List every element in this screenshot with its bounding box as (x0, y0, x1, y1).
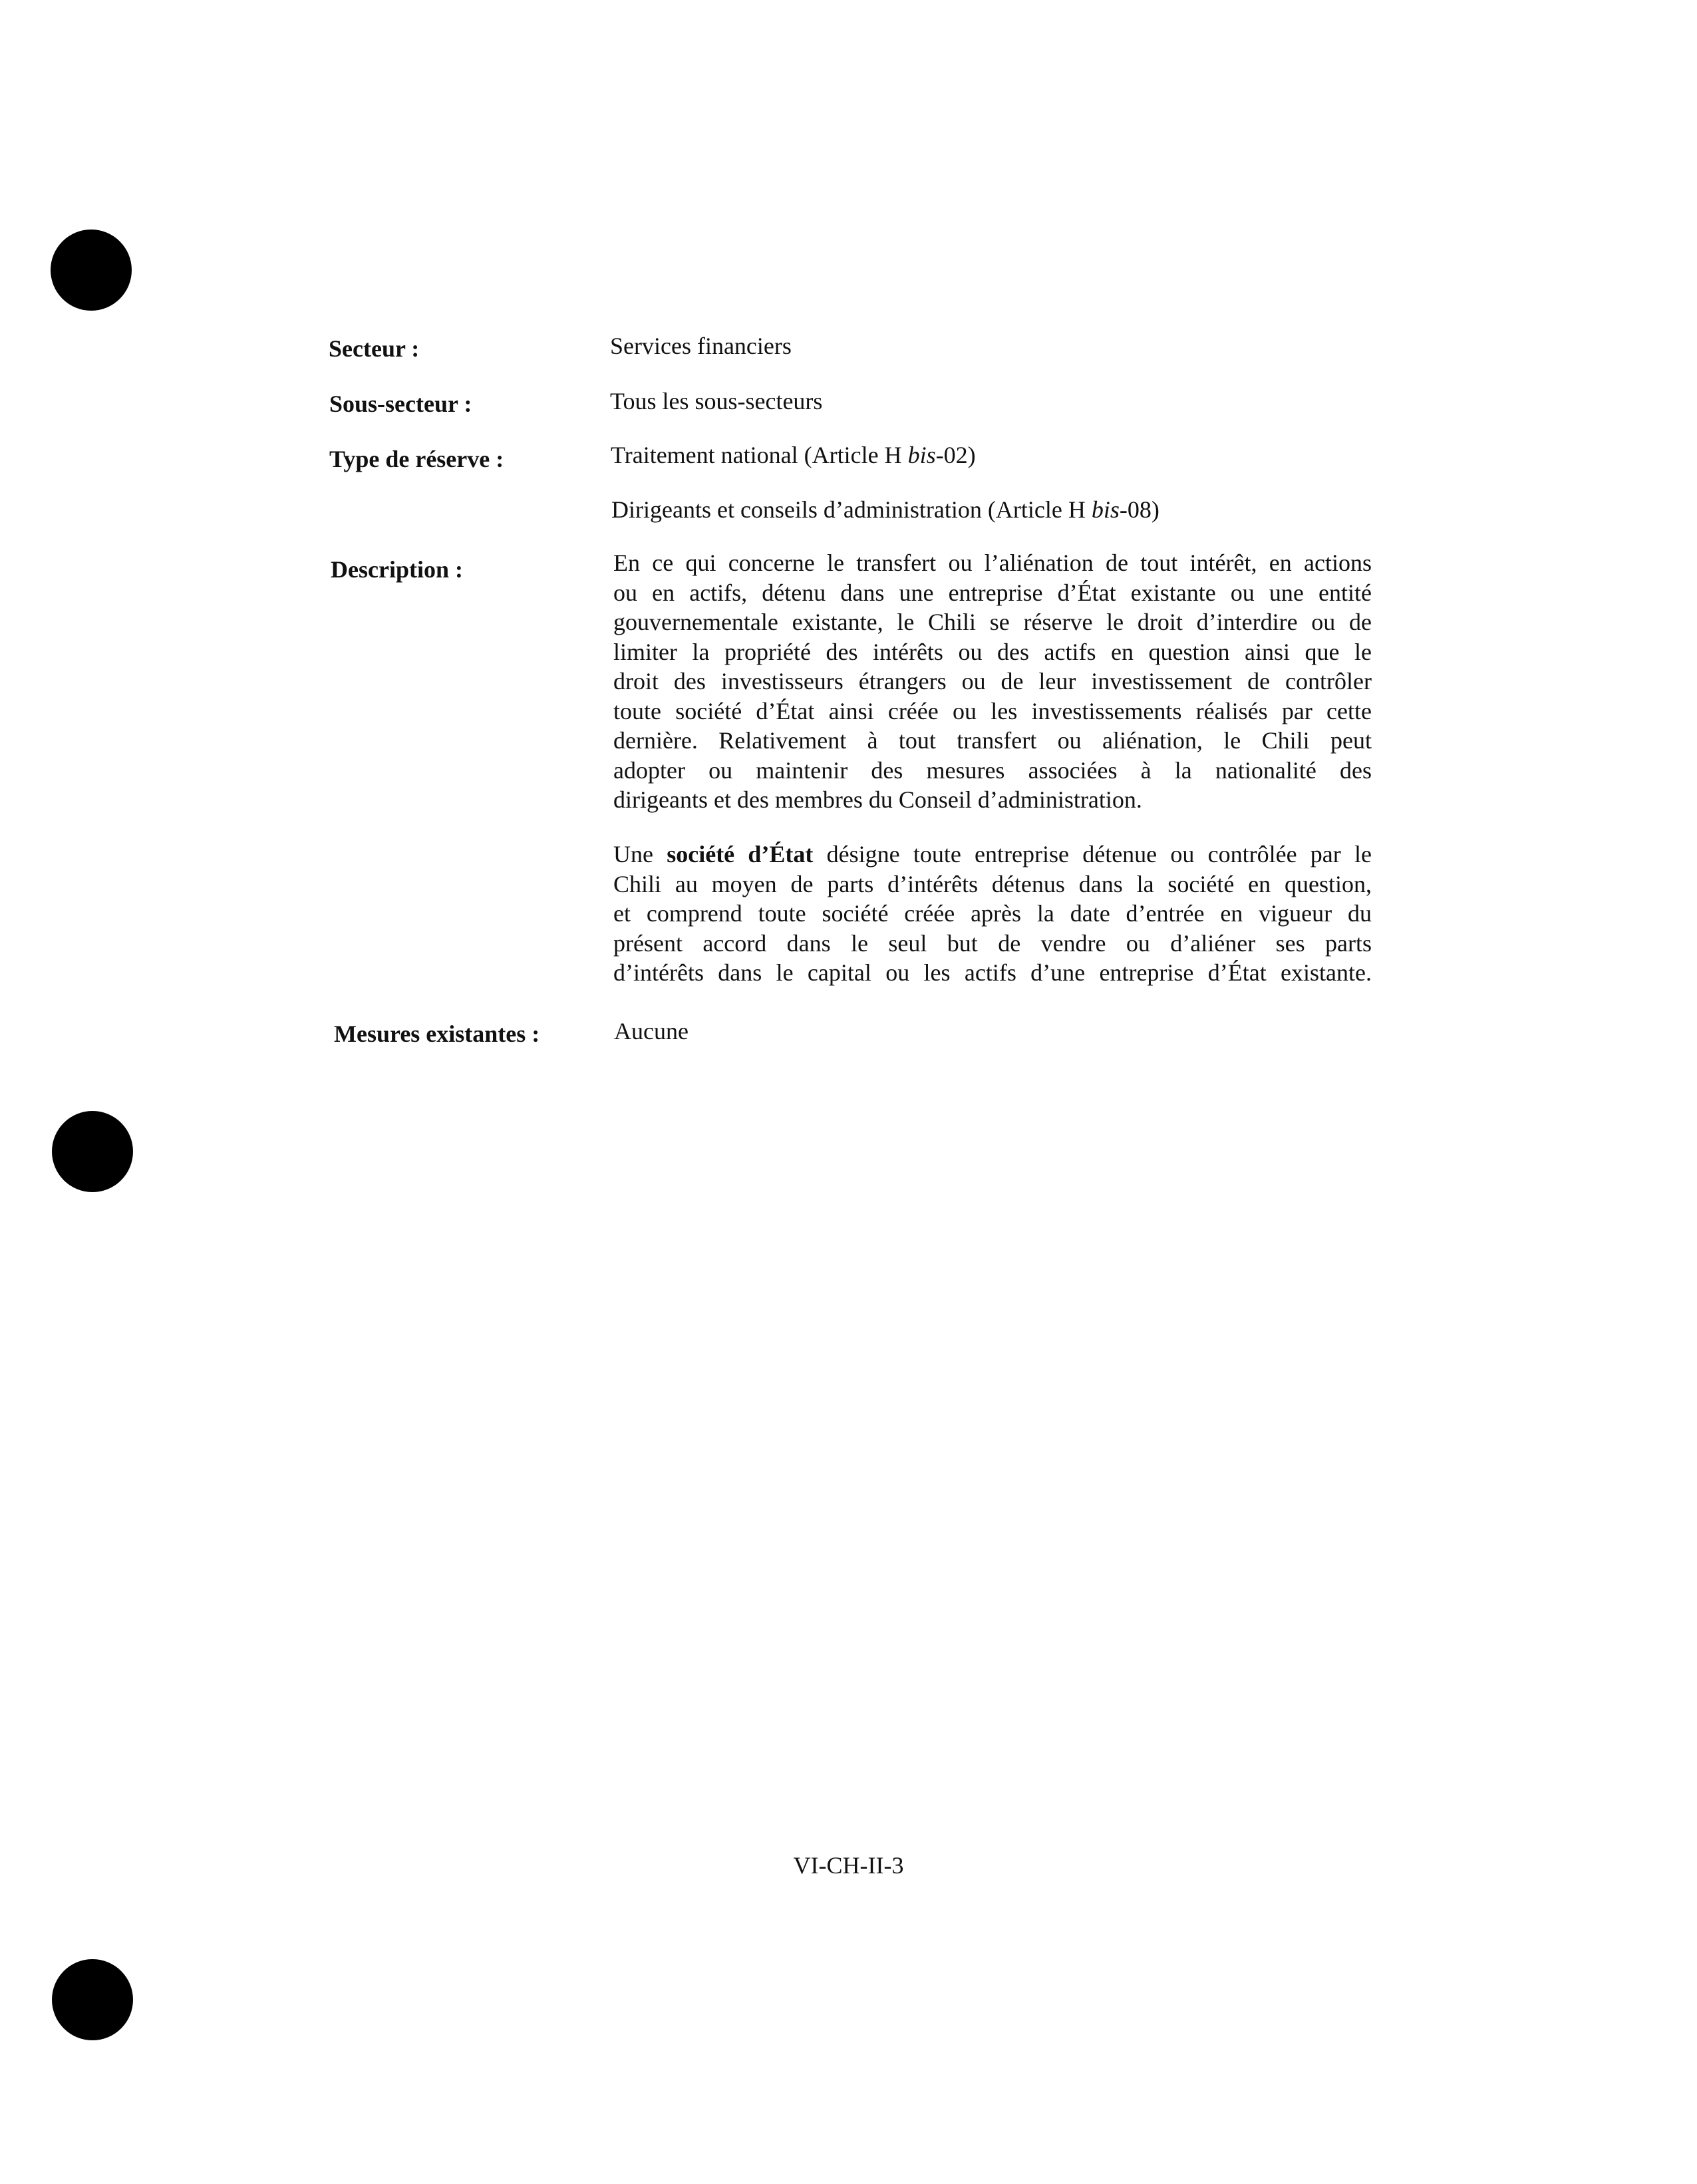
text-line: adopter ou maintenir des mesures associées à la nationalité des (613, 756, 1372, 784)
page-footer (0, 1851, 1697, 1880)
page-number: VI-CH-II-3 (793, 1852, 904, 1879)
mesures-existantes-value: Aucune (614, 1018, 689, 1044)
text-line: d’intérêts dans le capital ou les actifs d’une entreprise d’État existante. (613, 959, 1372, 986)
sous-secteur-label: Sous-secteur : (329, 390, 472, 417)
text-line: et comprend toute société créée après la date d’entrée en vigueur du (613, 900, 1372, 927)
binder-hole (51, 230, 132, 311)
text-line: présent accord dans le seul but de vendre ou d’aliéner ses parts (613, 929, 1372, 957)
description-label: Description : (331, 556, 463, 583)
mesures-existantes-label: Mesures existantes : (334, 1020, 540, 1047)
type-reserve-value-1: Traitement national (Article H bis-02) (611, 442, 976, 468)
text-line: limiter la propriété des intérêts ou des actifs en question ainsi que le (613, 638, 1372, 665)
text-line: En ce qui concerne le transfert ou l’aliénation de tout intérêt, en actions (613, 549, 1372, 576)
text-line: dirigeants et des membres du Conseil d’administration. (613, 786, 1142, 813)
binder-hole (52, 1959, 133, 2040)
text-line: Chili au moyen de parts d’intérêts détenus dans la société en question, (613, 870, 1372, 897)
secteur-label: Secteur : (329, 335, 420, 362)
text-line: droit des investisseurs étrangers ou de leur investissement de contrôler (613, 668, 1372, 695)
binder-hole (52, 1111, 133, 1192)
text-line: gouvernementale existante, le Chili se réserve le droit d’interdire ou de (613, 609, 1372, 635)
text-line: ou en actifs, détenu dans une entreprise d’État existante ou une entité (613, 579, 1372, 606)
description-paragraph-1 (613, 548, 1372, 815)
text-line: Une société d’État désigne toute entreprise détenue ou contrôlée par le (613, 841, 1372, 867)
type-reserve-label: Type de réserve : (329, 446, 504, 472)
secteur-value: Services financiers (610, 333, 792, 359)
sous-secteur-value: Tous les sous-secteurs (610, 388, 823, 414)
text-line: dernière. Relativement à tout transfert ou aliénation, le Chili peut (613, 727, 1372, 754)
text-line: toute société d’État ainsi créée ou les investissements réalisés par cette (613, 697, 1372, 724)
defined-term: société d’État (667, 841, 814, 867)
description-paragraph-2 (613, 840, 1372, 988)
type-reserve-value-2: Dirigeants et conseils d’administration (Article H bis-08) (611, 496, 1159, 523)
